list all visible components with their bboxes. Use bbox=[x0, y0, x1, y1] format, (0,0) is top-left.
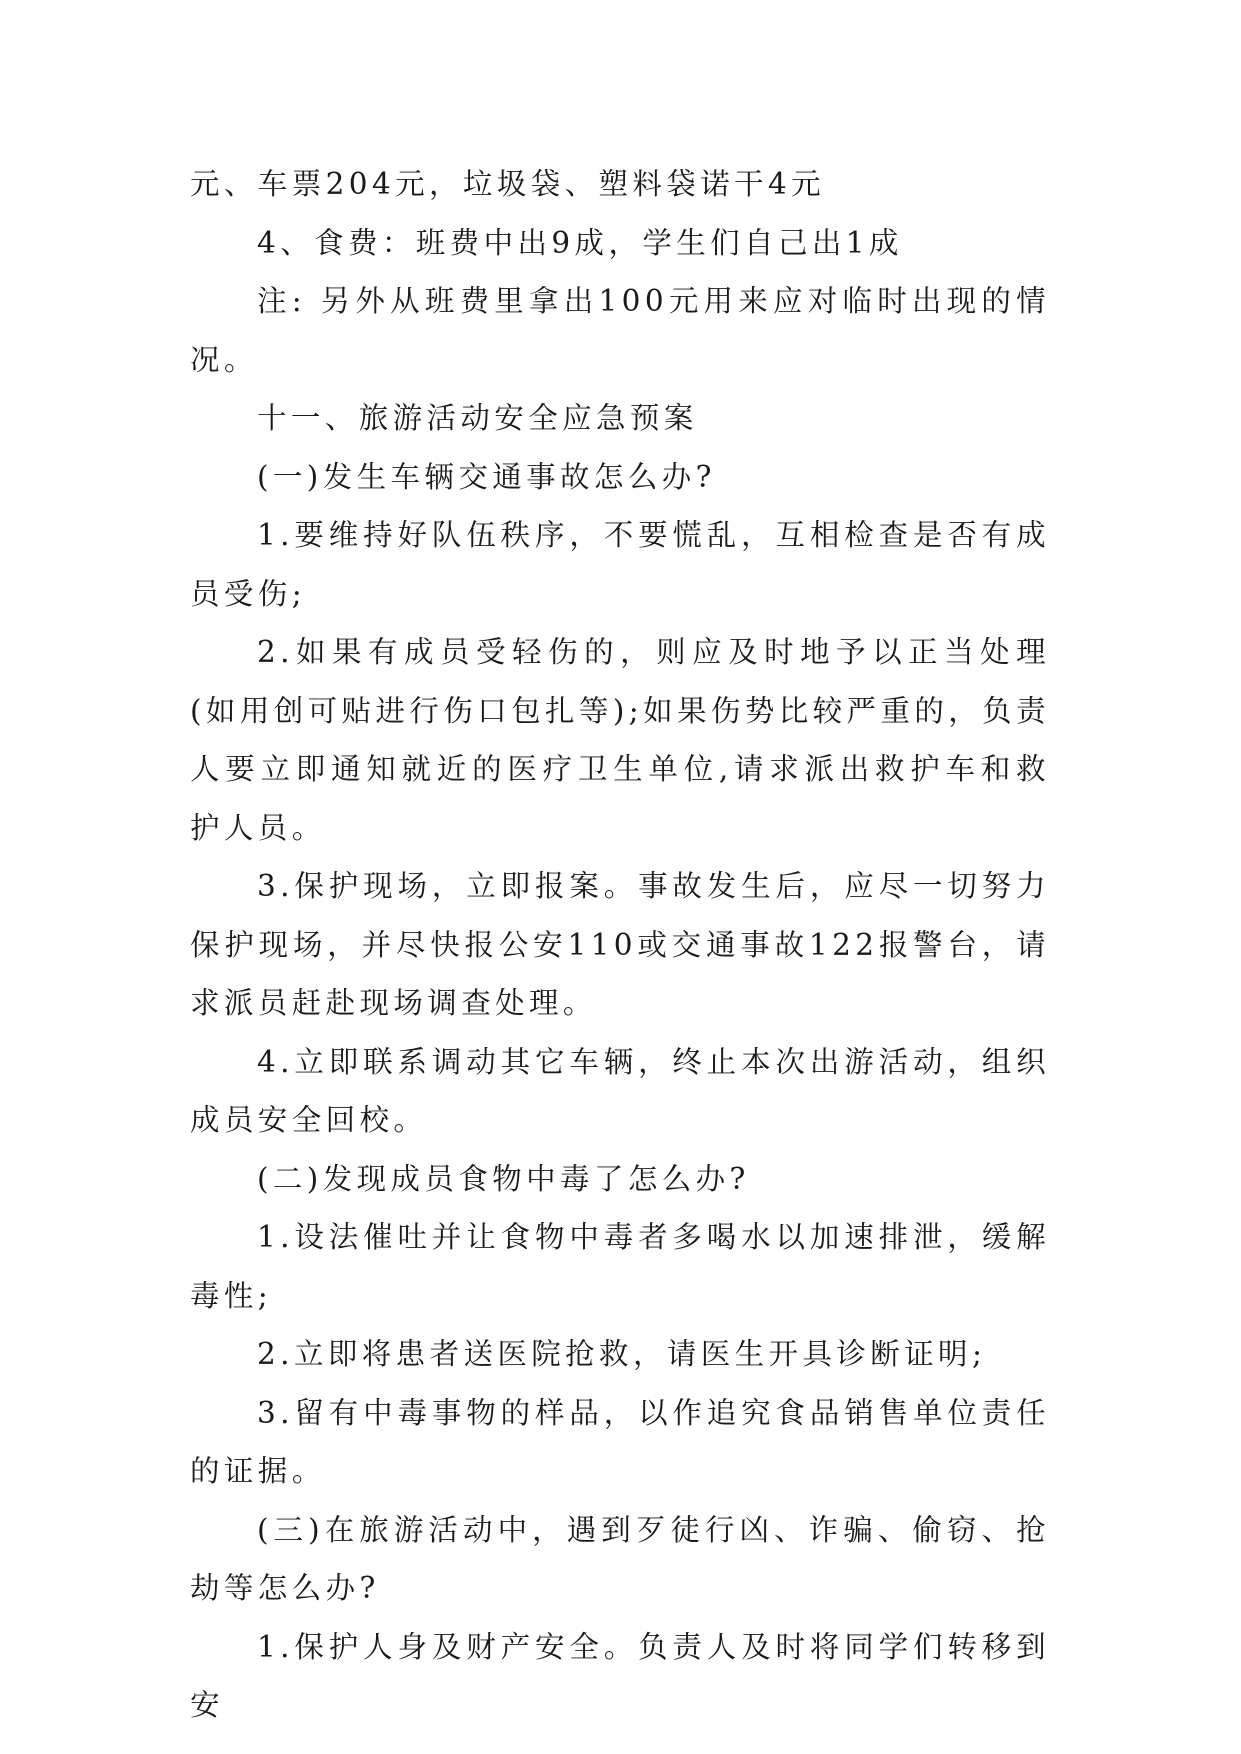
paragraph-traffic-step-1: 1.要维持好队伍秩序，不要慌乱，互相检查是否有成员受伤; bbox=[190, 518, 1050, 611]
paragraph-poisoning-step-2: 2.立即将患者送医院抢救，请医生开具诊断证明; bbox=[257, 1337, 987, 1371]
paragraph-traffic-step-2: 2.如果有成员受轻伤的，则应及时地予以正当处理(如用创可贴进行伤口包扎等);如果伤势比较严重的，负责人要立即通知就近的医疗卫生单位,请求派出救护车和救护人员。 bbox=[190, 635, 1050, 845]
paragraph-traffic-step-4: 4.立即联系调动其它车辆，终止本次出游活动，组织成员安全回校。 bbox=[190, 1044, 1050, 1137]
paragraph-note: 注: 另外从班费里拿出100元用来应对临时出现的情况。 bbox=[190, 284, 1050, 377]
paragraph-poisoning-step-3: 3.留有中毒事物的样品，以作追究食品销售单位责任的证据。 bbox=[190, 1395, 1050, 1488]
paragraph-poisoning-step-1: 1.设法催吐并让食物中毒者多喝水以加速排泄，缓解毒性; bbox=[190, 1220, 1050, 1313]
paragraph-fee-items: 元、车票204元，垃圾袋、塑料袋诺干4元 bbox=[190, 167, 826, 201]
section-heading-emergency-plan: 十一、旅游活动安全应急预案 bbox=[257, 401, 698, 435]
subheading-crime-incident: (三)在旅游活动中，遇到歹徒行凶、诈骗、偷窃、抢劫等怎么办? bbox=[190, 1512, 1050, 1605]
paragraph-traffic-step-3: 3.保护现场，立即报案。事故发生后，应尽一切努力保护现场，并尽快报公安110或交通事故122报警台，请求派员赶赴现场调查处理。 bbox=[190, 869, 1050, 1020]
subheading-food-poisoning: (二)发现成员食物中毒了怎么办? bbox=[257, 1161, 750, 1196]
paragraph-crime-step-1: 1.保护人身及财产安全。负责人及时将同学们转移到安 bbox=[190, 1629, 1050, 1722]
subheading-traffic-accident: (一)发生车辆交通事故怎么办? bbox=[257, 459, 716, 494]
paragraph-food-fee: 4、食费：班费中出9成，学生们自己出1成 bbox=[257, 225, 903, 260]
document-page bbox=[190, 155, 1050, 1735]
